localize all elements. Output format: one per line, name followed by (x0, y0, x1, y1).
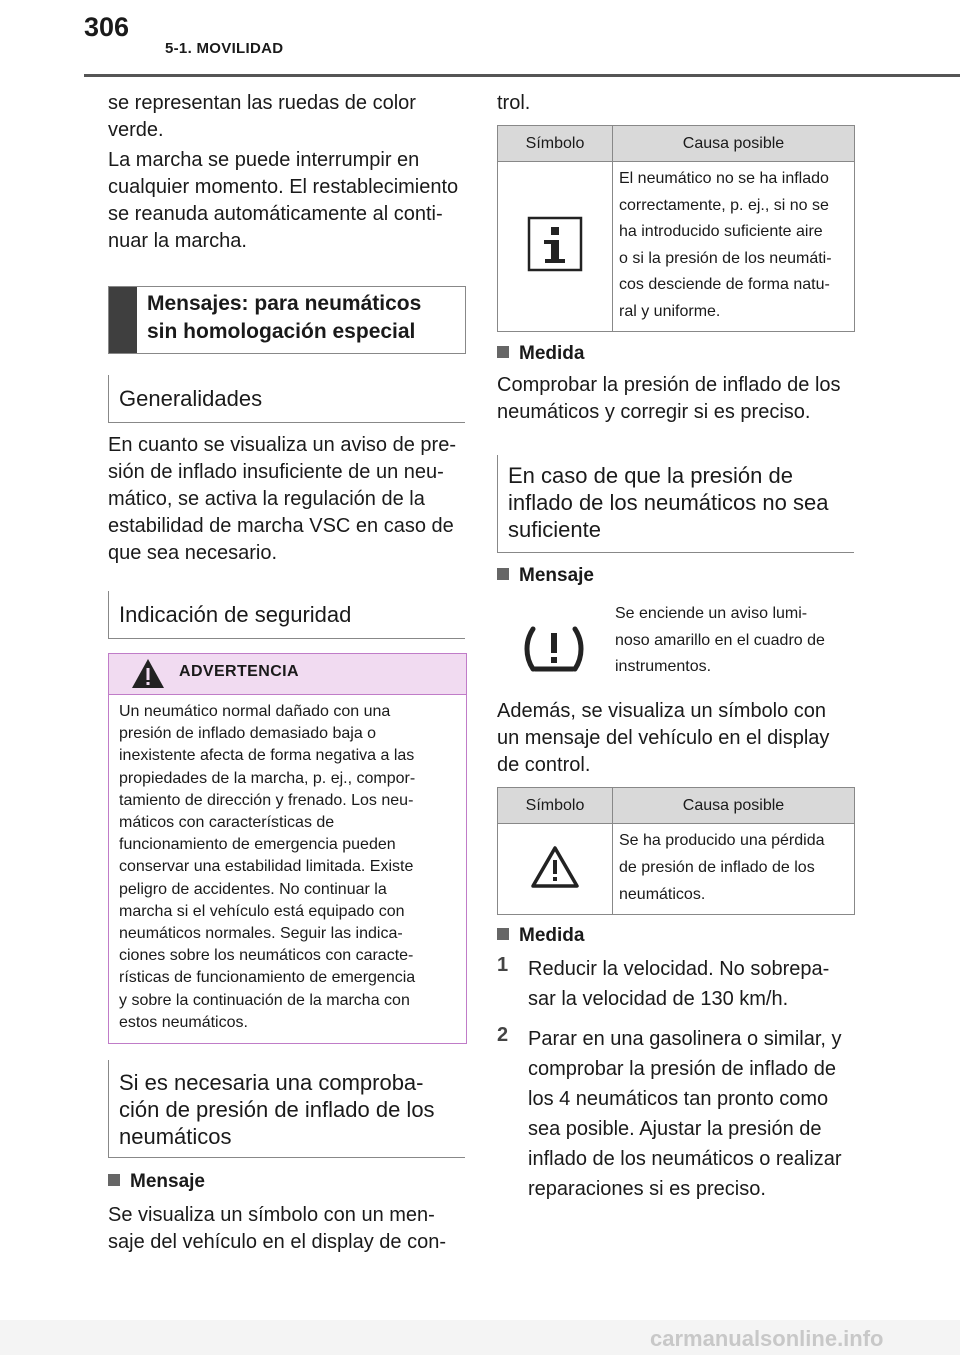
medida-heading-1: Medida (497, 343, 584, 365)
warning-text: Un neumático normal dañado con una presión de inflado demasiado baja o inexistente afecta de forma negativa a las propiedades de la marcha, p. ej., compor- tamiento de dirección y frenado. Los neu- máticos con características de funcionamiento de emergencia pueden conservar una estabilidad limitada. Existe peligro de accidentes. No continuar la marcha si el vehículo está equipado con neumáticos normales. Seguir las indica- ciones sobre los neumáticos con caracte- rísticas de funcionamiento de emergencia y sobre la continuación de la marcha con estos neumáticos. (119, 703, 416, 1031)
info-icon (527, 216, 583, 272)
col-cause: Causa posible (613, 788, 855, 824)
ademas-paragraph: Además, se visualiza un símbolo con un mensaje del vehículo en el display de control. (497, 700, 830, 776)
page-number: 306 (84, 12, 130, 42)
intro-paragraph-2: La marcha se puede interrumpir en cualquier momento. El restablecimiento se reanuda automáticamente al conti- nuar la marcha. (108, 149, 459, 252)
intro-paragraph-1: se representan las ruedas de color verde. (108, 92, 416, 141)
step-2-text: Parar en una gasolinera o similar, y comprobar la presión de inflado de los 4 neumáticos tan pronto como sea posible. Ajustar la presión de inflado de los neumáticos o realizar reparaciones si es preciso. (528, 1028, 842, 1200)
bullet-square-icon (108, 1174, 120, 1186)
subheading-seguridad: Indicación de seguridad (108, 591, 465, 639)
subheading-insuficiente: En caso de que la presión de inflado de los neumáticos no sea suficiente (497, 455, 854, 553)
symbol-table-1 (497, 125, 855, 332)
mensaje-heading: Mensaje (108, 1171, 205, 1193)
bullet-square-icon (497, 346, 509, 358)
bullet-square-icon (497, 928, 509, 940)
generalidades-paragraph: En cuanto se visualiza un aviso de pre- sión de inflado insuficiente de un neu- mático, se activa la regulación de la estabilidad de marcha VSC en caso de que sea necesario. (108, 434, 456, 564)
warning-triangle-icon (131, 658, 165, 689)
cause-cell: El neumático no se ha inflado correctamente, p. ej., si no se ha introducido suficiente aire o si la presión de los neumáti- cos desciende de forma natu- ral y uniforme. (613, 162, 855, 332)
symbol-cell (498, 824, 613, 915)
section-heading-box (108, 286, 466, 354)
section-title: 5-1. MOVILIDAD (165, 40, 284, 57)
mensaje-paragraph: Se visualiza un símbolo con un men- saje del vehículo en el display de con- (108, 1204, 446, 1253)
subheading-comprobacion: Si es necesaria una comproba- ción de presión de inflado de los neumáticos (108, 1060, 465, 1158)
tpms-description: Se enciende un aviso lumi- noso amarillo en el cuadro de instrumentos. (615, 605, 825, 675)
warning-triangle-icon (530, 845, 580, 889)
cause-cell: Se ha producido una pérdida de presión de inflado de los neumáticos. (613, 824, 855, 915)
step-1-text: Reducir la velocidad. No sobrepa- sar la velocidad de 130 km/h. (528, 958, 830, 1010)
symbol-table-2 (497, 787, 855, 915)
symbol-cell (498, 162, 613, 332)
step-number: 1 (497, 954, 509, 976)
continued-text: trol. (497, 92, 531, 114)
subheading-generalidades: Generalidades (108, 375, 465, 423)
col-symbol: Símbolo (498, 126, 613, 162)
bullet-square-icon (497, 568, 509, 580)
step-number: 2 (497, 1024, 509, 1046)
warning-header (109, 654, 466, 695)
warning-title: ADVERTENCIA (179, 663, 299, 680)
medida-paragraph-1: Comprobar la presión de inflado de los neumáticos y corregir si es preciso. (497, 374, 841, 423)
warning-box (108, 653, 467, 1044)
medida-heading-2: Medida (497, 925, 584, 947)
mensaje-heading-2: Mensaje (497, 565, 594, 587)
section-heading-title: Mensajes: para neumáticos sin homologación especial (147, 292, 422, 343)
watermark: carmanualsonline.info (650, 1326, 884, 1351)
section-heading-bar (109, 287, 137, 353)
col-symbol: Símbolo (498, 788, 613, 824)
col-cause: Causa posible (613, 126, 855, 162)
header-divider (84, 74, 960, 77)
tire-pressure-warning-icon (523, 623, 585, 675)
